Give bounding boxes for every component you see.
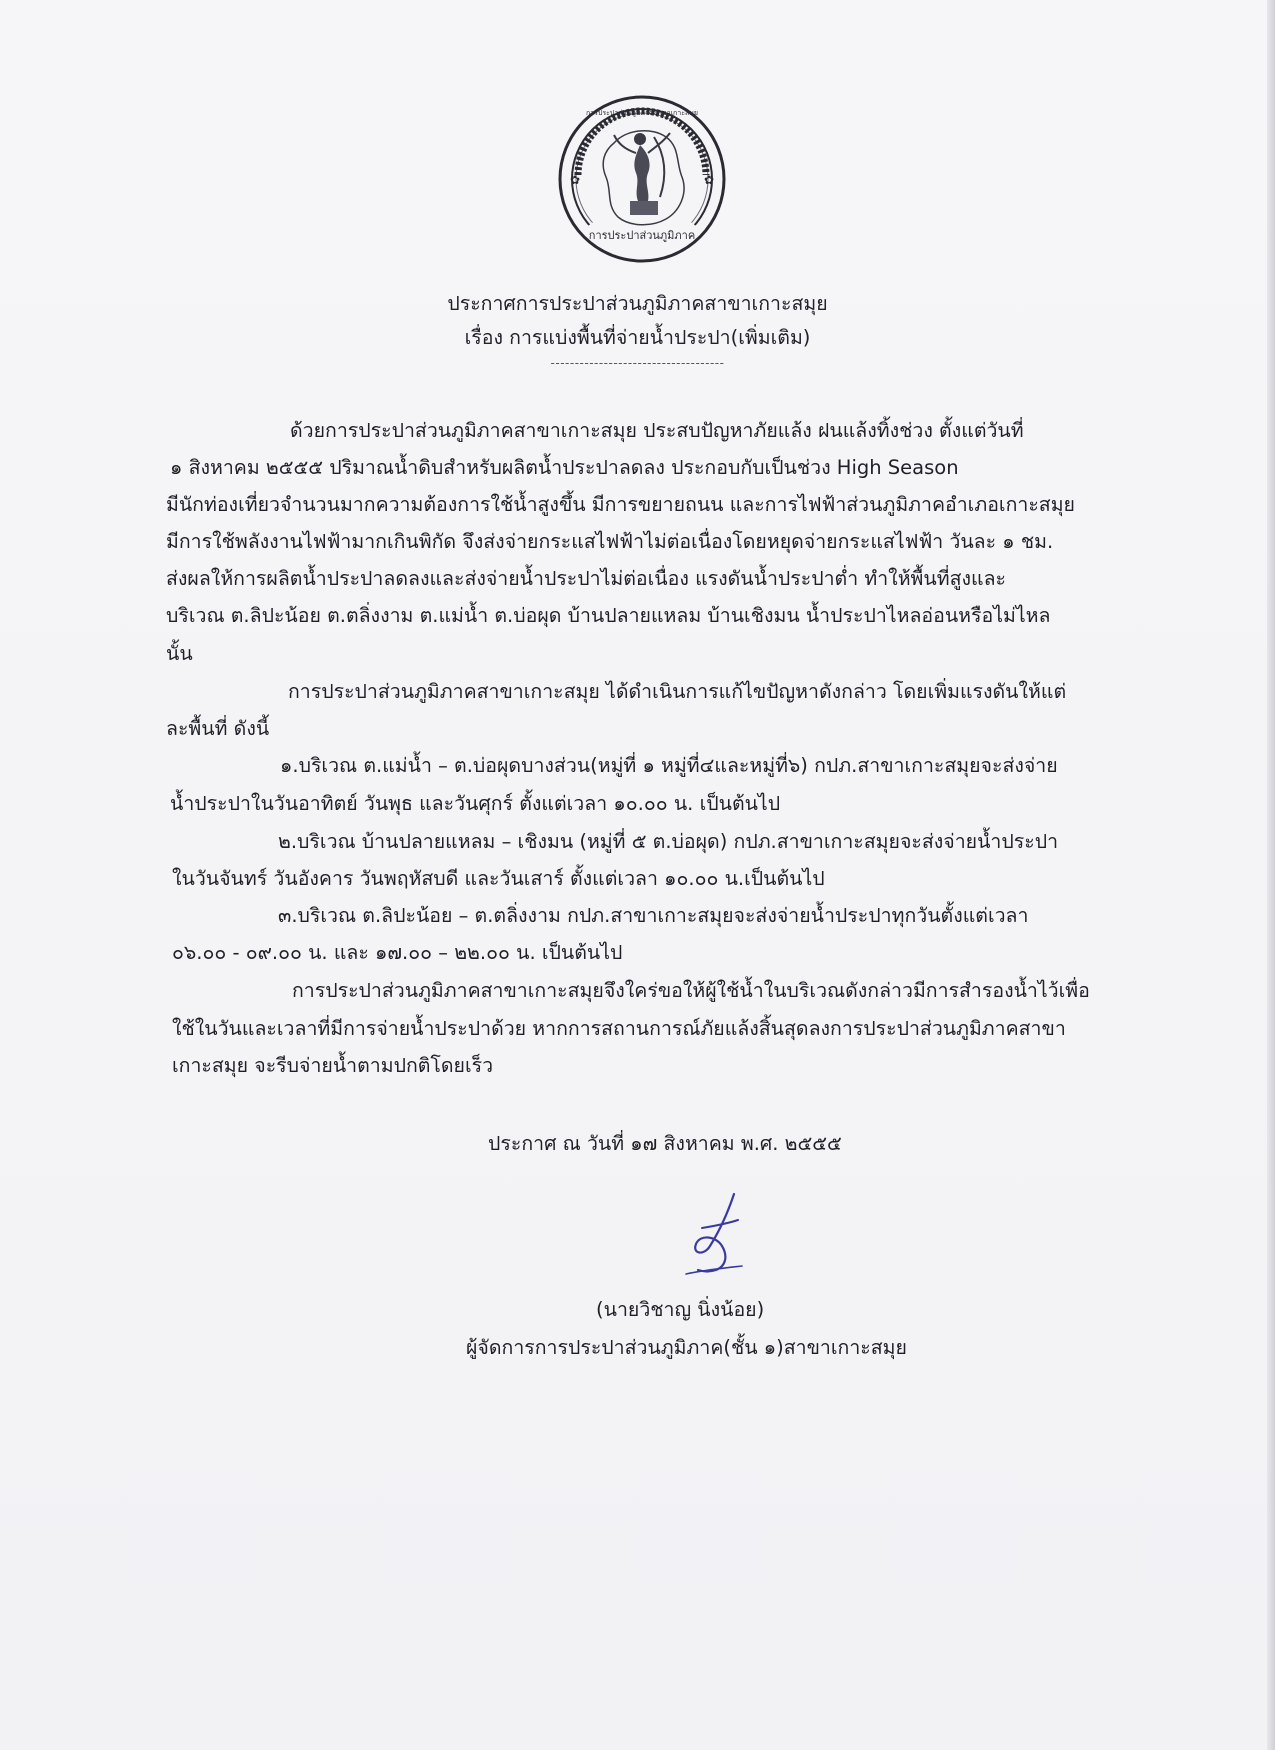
para1-line: มีนักท่องเที่ยวจำนวนมากความต้องการใช้น้ำสูงขึ้น มีการขยายถนน และการไฟฟ้าส่วนภูมิภาคอำเภอเกาะสมุย [166,493,1075,516]
para2-line: ละพื้นที่ ดังนี้ [166,717,270,740]
page-subject: เรื่อง การแบ่งพื้นที่จ่ายน้ำประปา(เพิ่มเติม) [464,326,811,349]
item1-line: น้ำประปาในวันอาทิตย์ วันพุธ และวันศุกร์ ตั้งแต่เวลา ๑๐.๐๐ น. เป็นต้นไป [170,792,781,815]
seal-ring-text: การประปาส่วนภูมิภาคสาขาเกาะสมุย [586,109,698,117]
item1-line: ๑.บริเวณ ต.แม่น้ำ – ต.บ่อผุดบางส่วน(หมู่ที่ ๑ หมู่ที่๔และหมู่ที่๖) กปภ.สาขาเกาะสมุยจะส่งจ่าย [280,754,1058,777]
para1-line: ส่งผลให้การผลิตน้ำประปาลดลงและส่งจ่ายน้ำประปาไม่ต่อเนื่อง แรงดันน้ำประปาต่ำ ทำให้พื้นที่สูงและ [166,567,1007,590]
announcement-date: ประกาศ ณ วันที่ ๑๗ สิงหาคม พ.ศ. ๒๕๕๕ [488,1132,842,1155]
para1-line: บริเวณ ต.ลิปะน้อย ต.ตลิ่งงาม ต.แม่น้ำ ต.บ่อผุด บ้านปลายแหลม บ้านเชิงมน น้ำประปาไหลอ่อนหรือไม่ไหล [166,604,1051,627]
item2-line: ๒.บริเวณ บ้านปลายแหลม – เชิงมน (หมู่ที่ ๕ ต.บ่อผุด) กปภ.สาขาเกาะสมุยจะส่งจ่ายน้ำประปา [278,830,1059,853]
svg-text:✿: ✿ [704,173,715,187]
seal-bottom-text: การประปาส่วนภูมิภาค [588,229,696,242]
para3-line: การประปาส่วนภูมิภาคสาขาเกาะสมุยจึงใคร่ขอให้ผู้ใช้น้ำในบริเวณดังกล่าวมีการสำรองน้ำไว้เพื่อ [292,979,1090,1002]
para3-line: ใช้ในวันและเวลาที่มีการจ่ายน้ำประปาด้วย หากการสถานการณ์ภัยแล้งสิ้นสุดลงการประปาส่วนภูมิภาคสาขา [172,1017,1066,1040]
signer-name: (นายวิชาญ นิ่งน้อย) [596,1298,765,1321]
para1-line: ๑ สิงหาคม ๒๕๕๕ ปริมาณน้ำดิบสำหรับผลิตน้ำประปาลดลง ประกอบกับเป็นช่วง High Season [170,456,959,479]
title-separator: ------------------------------------ [550,356,725,370]
item2-line: ในวันจันทร์ วันอังคาร วันพฤหัสบดี และวันเสาร์ ตั้งแต่เวลา ๑๐.๐๐ น.เป็นต้นไป [172,867,825,890]
para1-line: ด้วยการประปาส่วนภูมิภาคสาขาเกาะสมุย ประสบปัญหาภัยแล้ง ฝนแล้งทิ้งช่วง ตั้งแต่วันที่ [290,419,1024,442]
para1-line: นั้น [166,642,193,665]
para2-line: การประปาส่วนภูมิภาคสาขาเกาะสมุย ได้ดำเนินการแก้ไขปัญหาดังกล่าว โดยเพิ่มแรงดันให้แต่ [288,680,1067,703]
item3-line: ๐๖.๐๐ - ๐๙.๐๐ น. และ ๑๗.๐๐ – ๒๒.๐๐ น. เป็นต้นไป [172,941,623,964]
signature-mark [680,1190,760,1276]
item3-line: ๓.บริเวณ ต.ลิปะน้อย – ต.ตลิ่งงาม กปภ.สาขาเกาะสมุยจะส่งจ่ายน้ำประปาทุกวันตั้งแต่เวลา [278,904,1029,927]
para1-line: มีการใช้พลังงานไฟฟ้ามากเกินพิกัด จึงส่งจ่ายกระแสไฟฟ้าไม่ต่อเนื่องโดยหยุดจ่ายกระแสไฟฟ้า วันละ ๑ ชม. [166,530,1054,553]
signer-title: ผู้จัดการการประปาส่วนภูมิภาค(ชั้น ๑)สาขาเกาะสมุย [466,1336,907,1359]
para3-line: เกาะสมุย จะรีบจ่ายน้ำตามปกติโดยเร็ว [172,1054,494,1077]
page-edge-shadow [1267,0,1275,1750]
page-title: ประกาศการประปาส่วนภูมิภาคสาขาเกาะสมุย [447,292,828,315]
svg-text:✿: ✿ [570,173,581,187]
